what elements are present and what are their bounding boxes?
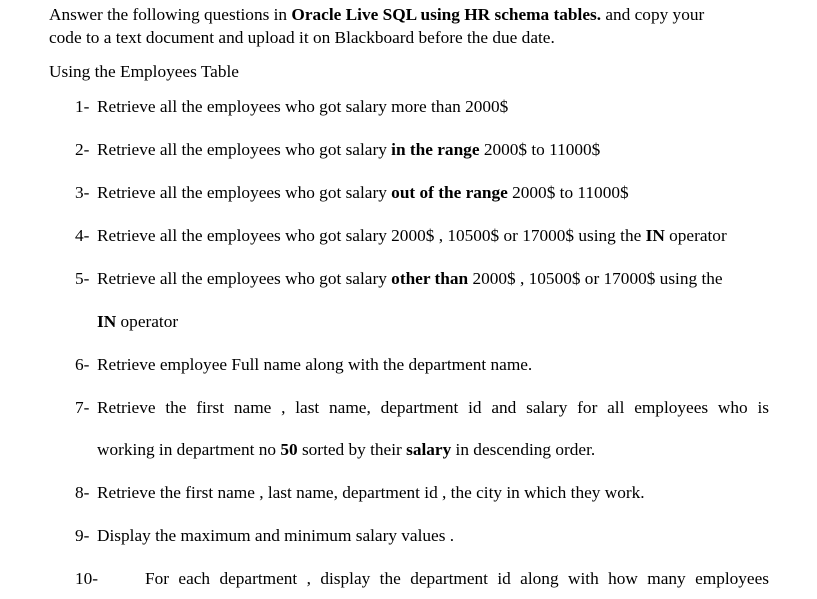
bold-part: in the range <box>391 140 480 159</box>
question-text <box>97 482 645 504</box>
question-text <box>97 525 454 547</box>
question-text <box>97 268 723 290</box>
text-part: Retrieve the first name , last name, department id and salary for all employees who is <box>97 398 769 417</box>
bold-part: other than <box>391 269 469 288</box>
intro-text-1: Answer the following questions in <box>49 5 292 24</box>
question-number: 8- <box>75 483 90 502</box>
text-part: operator <box>116 312 179 331</box>
bold-part: salary <box>406 440 452 459</box>
text-part: in descending order. <box>451 440 596 459</box>
text-part: Retrieve all the employees who got salary 2000$ , 10500$ or 17000$ using the <box>97 226 646 245</box>
intro-line-2: code to a text document and upload it on Blackboard before the due date. <box>49 28 555 47</box>
intro-line-1 <box>49 4 704 26</box>
text-part: Retrieve all the employees who got salary <box>97 183 392 202</box>
question-number: 3- <box>75 183 90 202</box>
question-number: 5- <box>75 269 90 288</box>
bold-part: IN <box>645 226 665 245</box>
question-text <box>97 139 600 161</box>
text-part: working in department no <box>97 440 281 459</box>
text-part: For each department , display the department id along with how many employees <box>145 569 769 588</box>
text-part: Retrieve employee Full name along with the department name. <box>97 355 533 374</box>
question-text <box>97 182 629 204</box>
text-part: Retrieve all the employees who got salary more than 2000$ <box>97 97 509 116</box>
question-number: 6- <box>75 355 90 374</box>
text-part: Retrieve all the employees who got salary <box>97 269 392 288</box>
bold-part: out of the range <box>391 183 508 202</box>
bold-part: IN <box>97 312 117 331</box>
question-number: 4- <box>75 226 90 245</box>
intro-bold-oracle: Oracle Live SQL using HR schema tables. <box>291 5 602 24</box>
question-number: 2- <box>75 140 90 159</box>
question-number: 10- <box>75 569 99 588</box>
text-part: operator <box>664 226 727 245</box>
intro-text-2: and copy your <box>601 5 705 24</box>
question-text <box>97 96 508 118</box>
question-text-continued <box>97 311 178 333</box>
text-part: Retrieve the first name , last name, department id , the city in which they work. <box>97 483 645 502</box>
text-part: 2000$ to 11000$ <box>479 140 601 159</box>
text-part: 2000$ , 10500$ or 17000$ using the <box>468 269 723 288</box>
text-part: sorted by their <box>297 440 407 459</box>
question-text <box>97 397 769 419</box>
question-number: 9- <box>75 526 90 545</box>
question-number: 7- <box>75 398 90 417</box>
question-text <box>97 354 532 376</box>
question-number: 1- <box>75 97 90 116</box>
text-part: 2000$ to 11000$ <box>507 183 629 202</box>
question-text <box>97 225 727 247</box>
subheading: Using the Employees Table <box>49 62 239 81</box>
text-part: Display the maximum and minimum salary values . <box>97 526 455 545</box>
question-text <box>145 568 769 590</box>
question-text-continued <box>97 439 595 461</box>
text-part: Retrieve all the employees who got salary <box>97 140 392 159</box>
bold-part: 50 <box>280 440 298 459</box>
